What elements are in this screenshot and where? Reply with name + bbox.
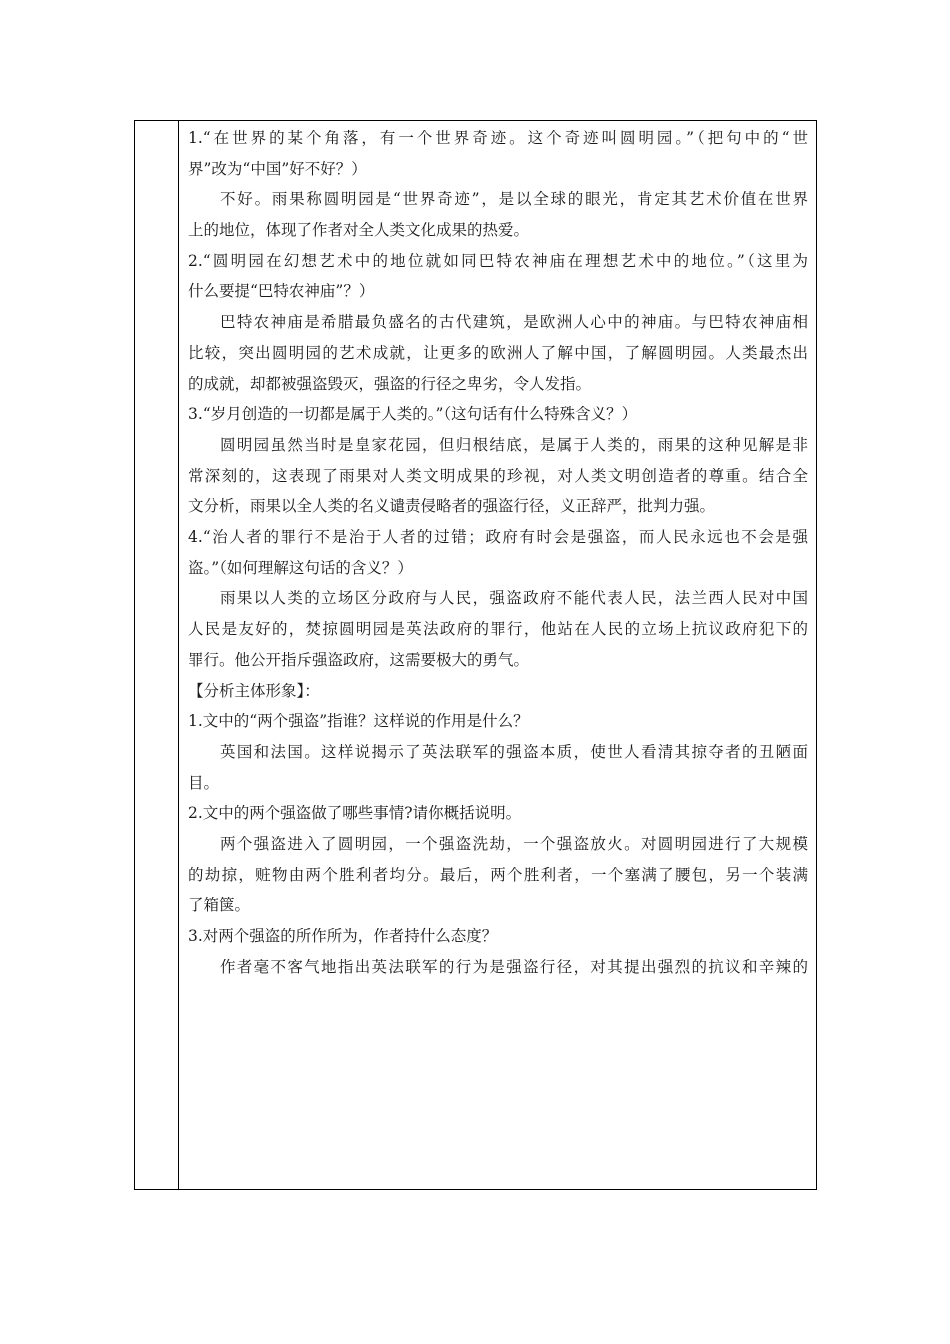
text-line: 两个强盗进入了圆明园，一个强盗洗劫，一个强盗放火。对圆明园进行了大规模: [220, 835, 808, 853]
text-line: 4.“治人者的罪行不是治于人者的过错；政府有时会是强盗，而人民永远也不会是强: [188, 528, 808, 547]
text-line: 罪行。他公开指斥强盗政府，这需要极大的勇气。: [188, 650, 530, 669]
text-line: 圆明园虽然当时是皇家花园，但归根结底，是属于人类的，雨果的这种见解是非: [220, 435, 808, 454]
text-line: 不好。雨果称圆明园是“世界奇迹”，是以全球的眼光，肯定其艺术价值在世界: [220, 190, 808, 209]
text-line: 1.文中的“两个强盗”指谁？这样说的作用是什么？: [188, 712, 529, 731]
table-content-cell: [188, 123, 808, 1189]
text-line: 2.“圆明园在幻想艺术中的地位就如同巴特农神庙在理想艺术中的地位。”（这里为: [188, 251, 808, 270]
text-line: 英国和法国。这样说揭示了英法联军的强盗本质，使世人看清其掠夺者的丑陋面: [220, 742, 808, 761]
text-line: 目。: [188, 773, 220, 792]
text-line: 3.对两个强盗的所作所为，作者持什么态度？: [188, 927, 498, 946]
text-line: 人民是友好的，焚掠圆明园是英法政府的罪行，他站在人民的立场上抗议政府犯下的: [188, 620, 808, 639]
lesson-table: [134, 120, 817, 1190]
text-line: 界”改为“中国”好不好？）: [188, 159, 367, 178]
text-line: 的成就，却都被强盗毁灭，强盗的行径之卑劣，令人发指。: [188, 374, 592, 393]
column-divider: [178, 121, 179, 1189]
text-line: 雨果以人类的立场区分政府与人民，强盗政府不能代表人民，法兰西人民对中国: [220, 589, 808, 608]
text-line: 常深刻的，这表现了雨果对人类文明成果的珍视，对人类文明创造者的尊重。结合全: [188, 466, 808, 485]
text-line: 的劫掠，赃物由两个胜利者均分。最后，两个胜利者，一个塞满了腰包，另一个装满: [188, 865, 808, 884]
text-line: 了箱箧。: [188, 896, 251, 915]
text-line: 什么要提“巴特农神庙”？）: [188, 282, 375, 301]
text-line: 盗。”（如何理解这句话的含义？）: [188, 558, 413, 577]
text-line: 上的地位，体现了作者对全人类文化成果的热爱。: [188, 221, 530, 240]
text-line: 【分析主体形象】：: [188, 681, 320, 700]
text-line: 巴特农神庙是希腊最负盛名的古代建筑，是欧洲人心中的神庙。与巴特农神庙相: [220, 313, 808, 332]
text-line: 文分析，雨果以全人类的名义谴责侵略者的强盗行径，义正辞严，批判力强。: [188, 497, 716, 516]
text-line: 3.“岁月创造的一切都是属于人类的。”（这句话有什么特殊含义？）: [188, 405, 638, 424]
text-line: 比较，突出圆明园的艺术成就，让更多的欧洲人了解中国，了解圆明园。人类最杰出: [188, 343, 808, 362]
text-line: 1.“在世界的某个角落，有一个世界奇迹。这个奇迹叫圆明园。”（把句中的“世: [188, 129, 808, 147]
text-line: 2.文中的两个强盗做了哪些事情?请你概括说明。: [188, 804, 522, 823]
text-line: 作者毫不客气地指出英法联军的行为是强盗行径，对其提出强烈的抗议和辛辣的: [220, 957, 808, 976]
